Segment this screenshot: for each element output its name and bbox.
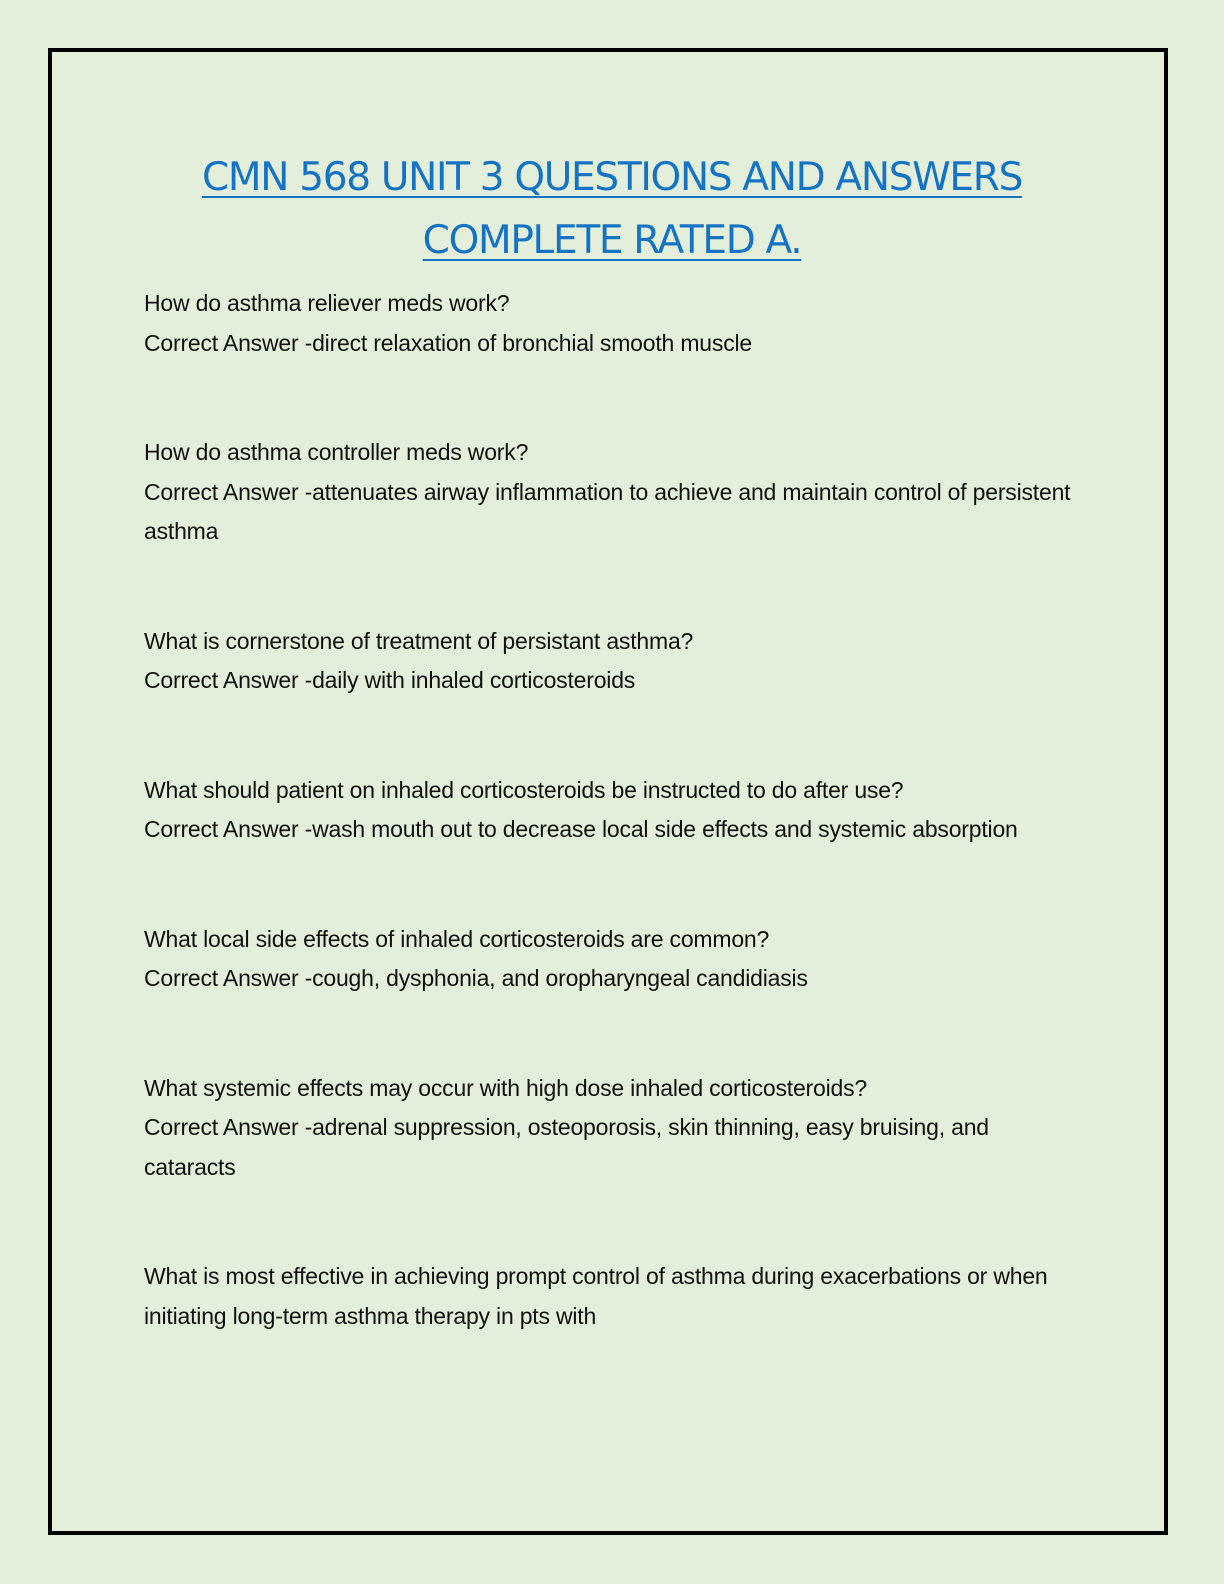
answer-prefix: Correct Answer - bbox=[144, 965, 313, 991]
answer-text bbox=[144, 810, 1074, 850]
question-text: How do asthma controller meds work? bbox=[144, 439, 529, 465]
qa-item bbox=[144, 433, 1074, 552]
title-line-1: CMN 568 UNIT 3 QUESTIONS AND ANSWERS bbox=[201, 155, 1023, 200]
question-text: What is most effective in achieving prompt control of asthma during exacerbations or when initiating long-term asthma therapy in pts with bbox=[144, 1263, 1048, 1329]
answer-body: wash mouth out to decrease local side effects and systemic absorption bbox=[312, 816, 1018, 842]
qa-item bbox=[144, 920, 1074, 999]
answer-text bbox=[144, 959, 1074, 999]
question-text: What is cornerstone of treatment of persistant asthma? bbox=[144, 627, 694, 654]
answer-text bbox=[144, 473, 1074, 552]
qa-item bbox=[144, 771, 1074, 850]
question-text: What should patient on inhaled corticosteroids be instructed to do after use? bbox=[144, 776, 904, 803]
qa-item bbox=[144, 284, 1074, 363]
answer-prefix: Correct Answer - bbox=[144, 478, 313, 505]
question-text: What systemic effects may occur with high dose inhaled corticosteroids? bbox=[144, 1074, 867, 1101]
answer-prefix: Correct Answer - bbox=[144, 329, 313, 356]
answer-body: cough, dysphonia, and oropharyngeal candidiasis bbox=[312, 965, 808, 991]
answer-text bbox=[144, 1108, 1074, 1187]
qa-item bbox=[144, 1069, 1074, 1188]
qa-list bbox=[144, 284, 1074, 1406]
document-title bbox=[0, 146, 1224, 272]
answer-prefix: Correct Answer - bbox=[144, 816, 313, 842]
answer-prefix: Correct Answer - bbox=[144, 1114, 313, 1140]
qa-item bbox=[144, 1257, 1074, 1336]
answer-body: attenuates airway inflammation to achieve and maintain control of persistent asthma bbox=[144, 478, 1071, 544]
title-line-2: COMPLETE RATED A. bbox=[422, 218, 802, 263]
answer-prefix: Correct Answer - bbox=[144, 667, 313, 693]
question-text: What local side effects of inhaled corticosteroids are common? bbox=[144, 925, 770, 952]
answer-text bbox=[144, 661, 1074, 701]
answer-body: direct relaxation of bronchial smooth muscle bbox=[312, 329, 752, 356]
answer-body: adrenal suppression, osteoporosis, skin thinning, easy bruising, and cataracts bbox=[144, 1114, 989, 1180]
answer-text bbox=[144, 324, 1074, 364]
qa-item bbox=[144, 622, 1074, 701]
answer-body: daily with inhaled corticosteroids bbox=[312, 667, 636, 693]
question-text: How do asthma reliever meds work? bbox=[144, 290, 510, 316]
